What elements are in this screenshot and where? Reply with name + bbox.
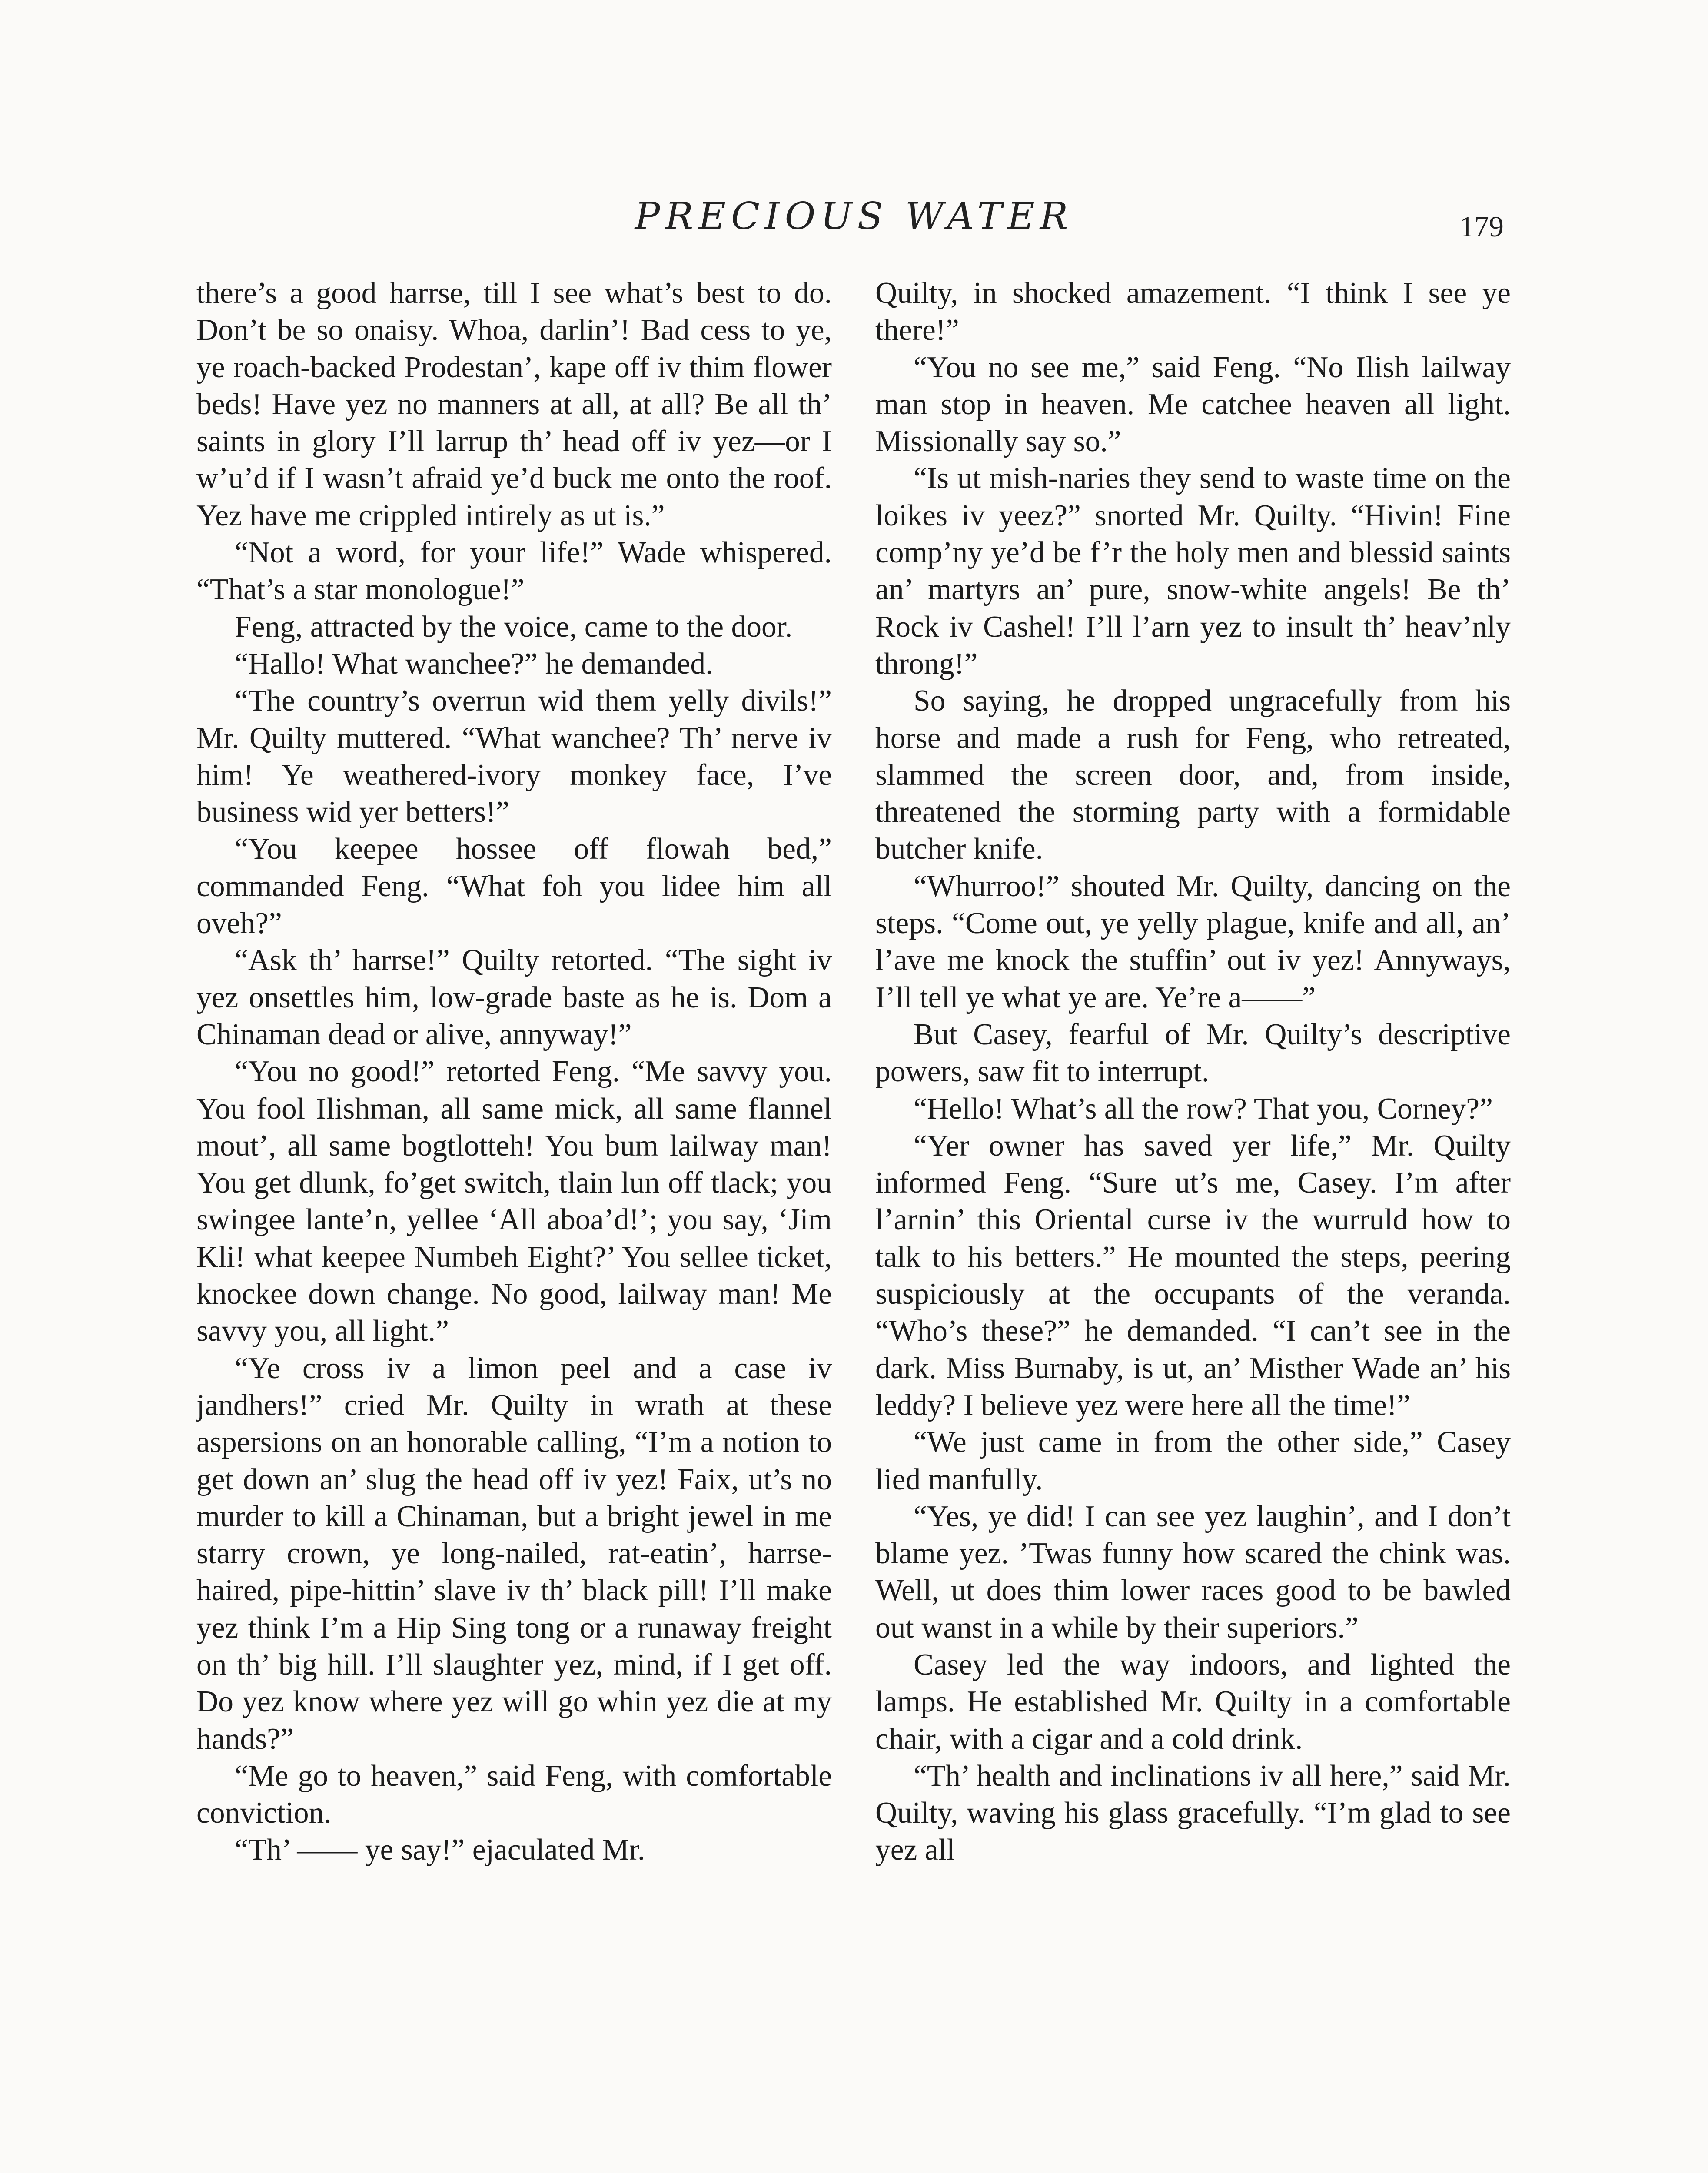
paragraph: So saying, he dropped ungracefully from his horse and made a rush for Feng, who retreated, slammed the screen door, and, from inside, threatened the storming party with a formidable butcher knife. bbox=[875, 684, 1511, 866]
paragraph: “Th’ —— ye say!” ejaculated Mr. bbox=[235, 1833, 645, 1867]
paragraph: “We just came in from the other side,” Casey lied manfully. bbox=[875, 1425, 1511, 1496]
paragraph: “Not a word, for your life!” Wade whispered. “That’s a star monologue!” bbox=[196, 536, 832, 607]
paragraph: Quilty, in shocked amazement. “I think I see ye there!” bbox=[875, 276, 1511, 347]
left-column bbox=[196, 275, 832, 1869]
paragraph: “Me go to heaven,” said Feng, with comfortable conviction. bbox=[196, 1759, 832, 1830]
paragraph: “You no see me,” said Feng. “No Ilish lailway man stop in heaven. Me catchee heaven all light. Missionally say so.” bbox=[875, 350, 1511, 459]
paragraph: “Th’ health and inclinations iv all here,” said Mr. Quilty, waving his glass gracefully. “I’m glad to see yez all bbox=[875, 1759, 1511, 1867]
paragraph: “Yer owner has saved yer life,” Mr. Quilty informed Feng. “Sure ut’s me, Casey. I’m after l’arnin’ this Oriental curse iv the wurruld how to talk to his betters.” He mounted the steps, peering suspiciously at the occupants of the veranda. “Who’s these?” he demanded. “I can’t see in the dark. Miss Burnaby, is ut, an’ Misther Wade an’ his leddy? I believe yez were here all the time!” bbox=[875, 1129, 1511, 1422]
paragraph: “The country’s overrun wid them yelly divils!” Mr. Quilty muttered. “What wanchee? Th’ nerve iv him! Ye weathered-ivory monkey face, I’ve business wid yer betters!” bbox=[196, 684, 832, 829]
paragraph: “Hello! What’s all the row? That you, Corney?” bbox=[914, 1092, 1493, 1126]
paragraph: “Yes, ye did! I can see yez laughin’, and I don’t blame yez. ’Twas funny how scared the chink was. Well, ut does thim lower races good to be bawled out wanst in a while by their superiors.” bbox=[875, 1499, 1511, 1645]
paragraph: “Is ut mish-naries they send to waste time on the loikes iv yeez?” snorted Mr. Quilty. “Hivin! Fine comp’ny ye’d be f’r the holy men and blessid saints an’ martyrs an’ pure, snow-white angels! Be th’ Rock iv Cashel! I’ll l’arn yez to insult th’ heav’nly throng!” bbox=[875, 462, 1511, 681]
paragraph: “Hallo! What wanchee?” he demanded. bbox=[235, 647, 713, 681]
paragraph: “Whurroo!” shouted Mr. Quilty, dancing on the steps. “Come out, ye yelly plague, knife and all, an’ l’ave me knock the stuffin’ out iv yez! Annyways, I’ll tell ye what ye are. Ye’re a——” bbox=[875, 869, 1511, 1014]
paragraph: there’s a good harrse, till I see what’s best to do. Don’t be so onaisy. Whoa, darlin’! Bad cess to ye, ye roach-backed Prodestan’, kape off iv thim flower beds! Have yez no manners at all, at all? Be all th’ saints in glory I’ll larrup th’ head off iv yez—or I w’u’d if I wasn’t afraid ye’d buck me onto the roof. Yez have me crippled intirely as ut is.” bbox=[196, 276, 832, 532]
page-number: 179 bbox=[1459, 210, 1504, 243]
paragraph: “Ask th’ harrse!” Quilty retorted. “The sight iv yez onsettles him, low-grade baste as he is. Dom a Chinaman dead or alive, annyway!” bbox=[196, 944, 832, 1051]
paragraph: But Casey, fearful of Mr. Quilty’s descriptive powers, saw fit to interrupt. bbox=[875, 1017, 1511, 1089]
running-title: PRECIOUS WATER bbox=[635, 195, 1073, 238]
right-column bbox=[875, 275, 1511, 1869]
paragraph: “Ye cross iv a limon peel and a case iv jandhers!” cried Mr. Quilty in wrath at these aspersions on an honorable calling, “I’m a notion to get down an’ slug the head off iv yez! Faix, ut’s no murder to kill a Chinaman, but a bright jewel in me starry crown, ye long-nailed, rat-eatin’, harrse-haired, pipe-hittin’ slave iv th’ black pill! I’ll make yez think I’m a Hip Sing tong or a runaway freight on th’ big hill. I’ll slaughter yez, mind, if I get off. Do yez know where yez will go whin yez die at my hands?” bbox=[196, 1351, 832, 1756]
paragraph: “You keepee hossee off flowah bed,” commanded Feng. “What foh you lidee him all oveh?” bbox=[196, 832, 832, 940]
paragraph: “You no good!” retorted Feng. “Me savvy you. You fool Ilishman, all same mick, all same flannel mout’, all same bogtlotteh! You bum lailway man! You get dlunk, fo’get switch, tlain lun off tlack; you swingee lante’n, yellee ‘All aboa’d!’; you say, ‘Jim Kli! what keepee Numbeh Eight?’ You sellee ticket, knockee down change. No good, lailway man! Me savvy you, all light.” bbox=[196, 1055, 832, 1348]
paragraph: Casey led the way indoors, and lighted the lamps. He established Mr. Quilty in a comfortable chair, with a cigar and a cold drink. bbox=[875, 1648, 1511, 1756]
paragraph: Feng, attracted by the voice, came to the door. bbox=[235, 610, 793, 644]
